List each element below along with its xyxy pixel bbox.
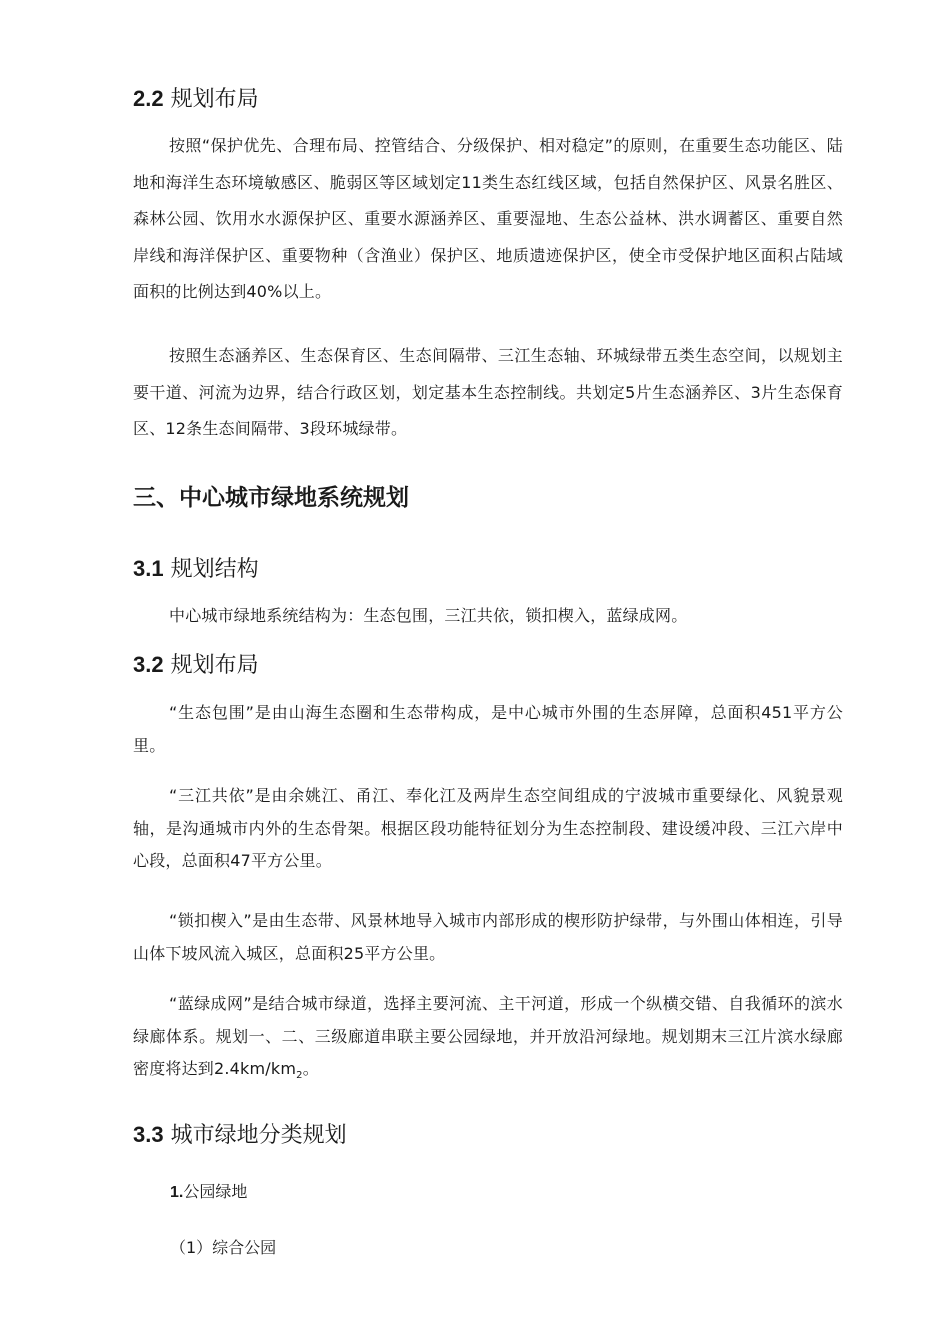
- item-text: 公园绿地: [183, 1182, 248, 1201]
- heading-title: 规划布局: [170, 87, 259, 112]
- paragraph-end: 。: [302, 1059, 319, 1079]
- heading-title: 规划结构: [170, 557, 259, 582]
- heading-3-3: [133, 1120, 347, 1151]
- paragraph-wedge: “锁扣楔入”是由生态带、风景林地导入城市内部形成的楔形防护绿带，与外围山体相连，引导山体下坡风流入城区，总面积25平方公里。: [133, 911, 843, 963]
- heading-title: 城市绿地分类规划: [170, 1123, 347, 1148]
- unit-superscript: 2: [296, 1070, 303, 1082]
- heading-title: 规划布局: [170, 653, 259, 678]
- paragraph-eco-surround: “生态包围”是由山海生态圈和生态带构成，是中心城市外围的生态屏障，总面积451平方公里。: [133, 703, 843, 755]
- item-number: 1.: [170, 1184, 184, 1201]
- heading-number: 3.1: [133, 556, 164, 581]
- list-item-comprehensive-park: （1）综合公园: [170, 1238, 277, 1257]
- heading-number: 3.2: [133, 652, 164, 677]
- paragraph-three-rivers: “三江共依”是由余姚江、甬江、奉化江及两岸生态空间组成的宁波城市重要绿化、风貌景观轴，是沟通城市内外的生态骨架。根据区段功能特征划分为生态控制段、建设缓冲段、三江六岸中心段，总面积47平方公里。: [133, 786, 843, 871]
- heading-number: 3.3: [133, 1122, 164, 1147]
- heading-3-1: [133, 554, 259, 585]
- heading-2-2: [133, 84, 259, 115]
- heading-number: 2.2: [133, 86, 164, 111]
- list-item-park-green: [170, 1180, 247, 1205]
- paragraph-eco-control: 按照生态涵养区、生态保育区、生态间隔带、三江生态轴、环城绿带五类生态空间，以规划主要干道、河流为边界，结合行政区划，划定基本生态控制线。共划定5片生态涵养区、3片生态保育区、12条生态间隔带、3段环城绿带。: [133, 346, 843, 438]
- paragraph-structure: 中心城市绿地系统结构为：生态包围，三江共依，锁扣楔入，蓝绿成网。: [169, 606, 688, 625]
- heading-3-2: [133, 650, 259, 681]
- paragraph-blue-green: [133, 988, 843, 1093]
- heading-section-3: 三、中心城市绿地系统规划: [133, 485, 409, 511]
- paragraph-red-line: 按照“保护优先、合理布局、控管结合、分级保护、相对稳定”的原则，在重要生态功能区、陆地和海洋生态环境敏感区、脆弱区等区域划定11类生态红线区域，包括自然保护区、风景名胜区、森林公园、饮用水水源保护区、重要水源涵养区、重要湿地、生态公益林、洪水调蓄区、重要自然岸线和海洋保护区、重要物种（含渔业）保护区、地质遗迹保护区，使全市受保护地区面积占陆域面积的比例达到40%以上。: [133, 136, 843, 301]
- paragraph-text: “蓝绿成网”是结合城市绿道，选择主要河流、主干河道，形成一个纵横交错、自我循环的滨水绿廊体系。规划一、二、三级廊道串联主要公园绿地，并开放沿河绿地。规划期末三江片滨水绿廊密度将达到2.4km/km: [133, 994, 843, 1079]
